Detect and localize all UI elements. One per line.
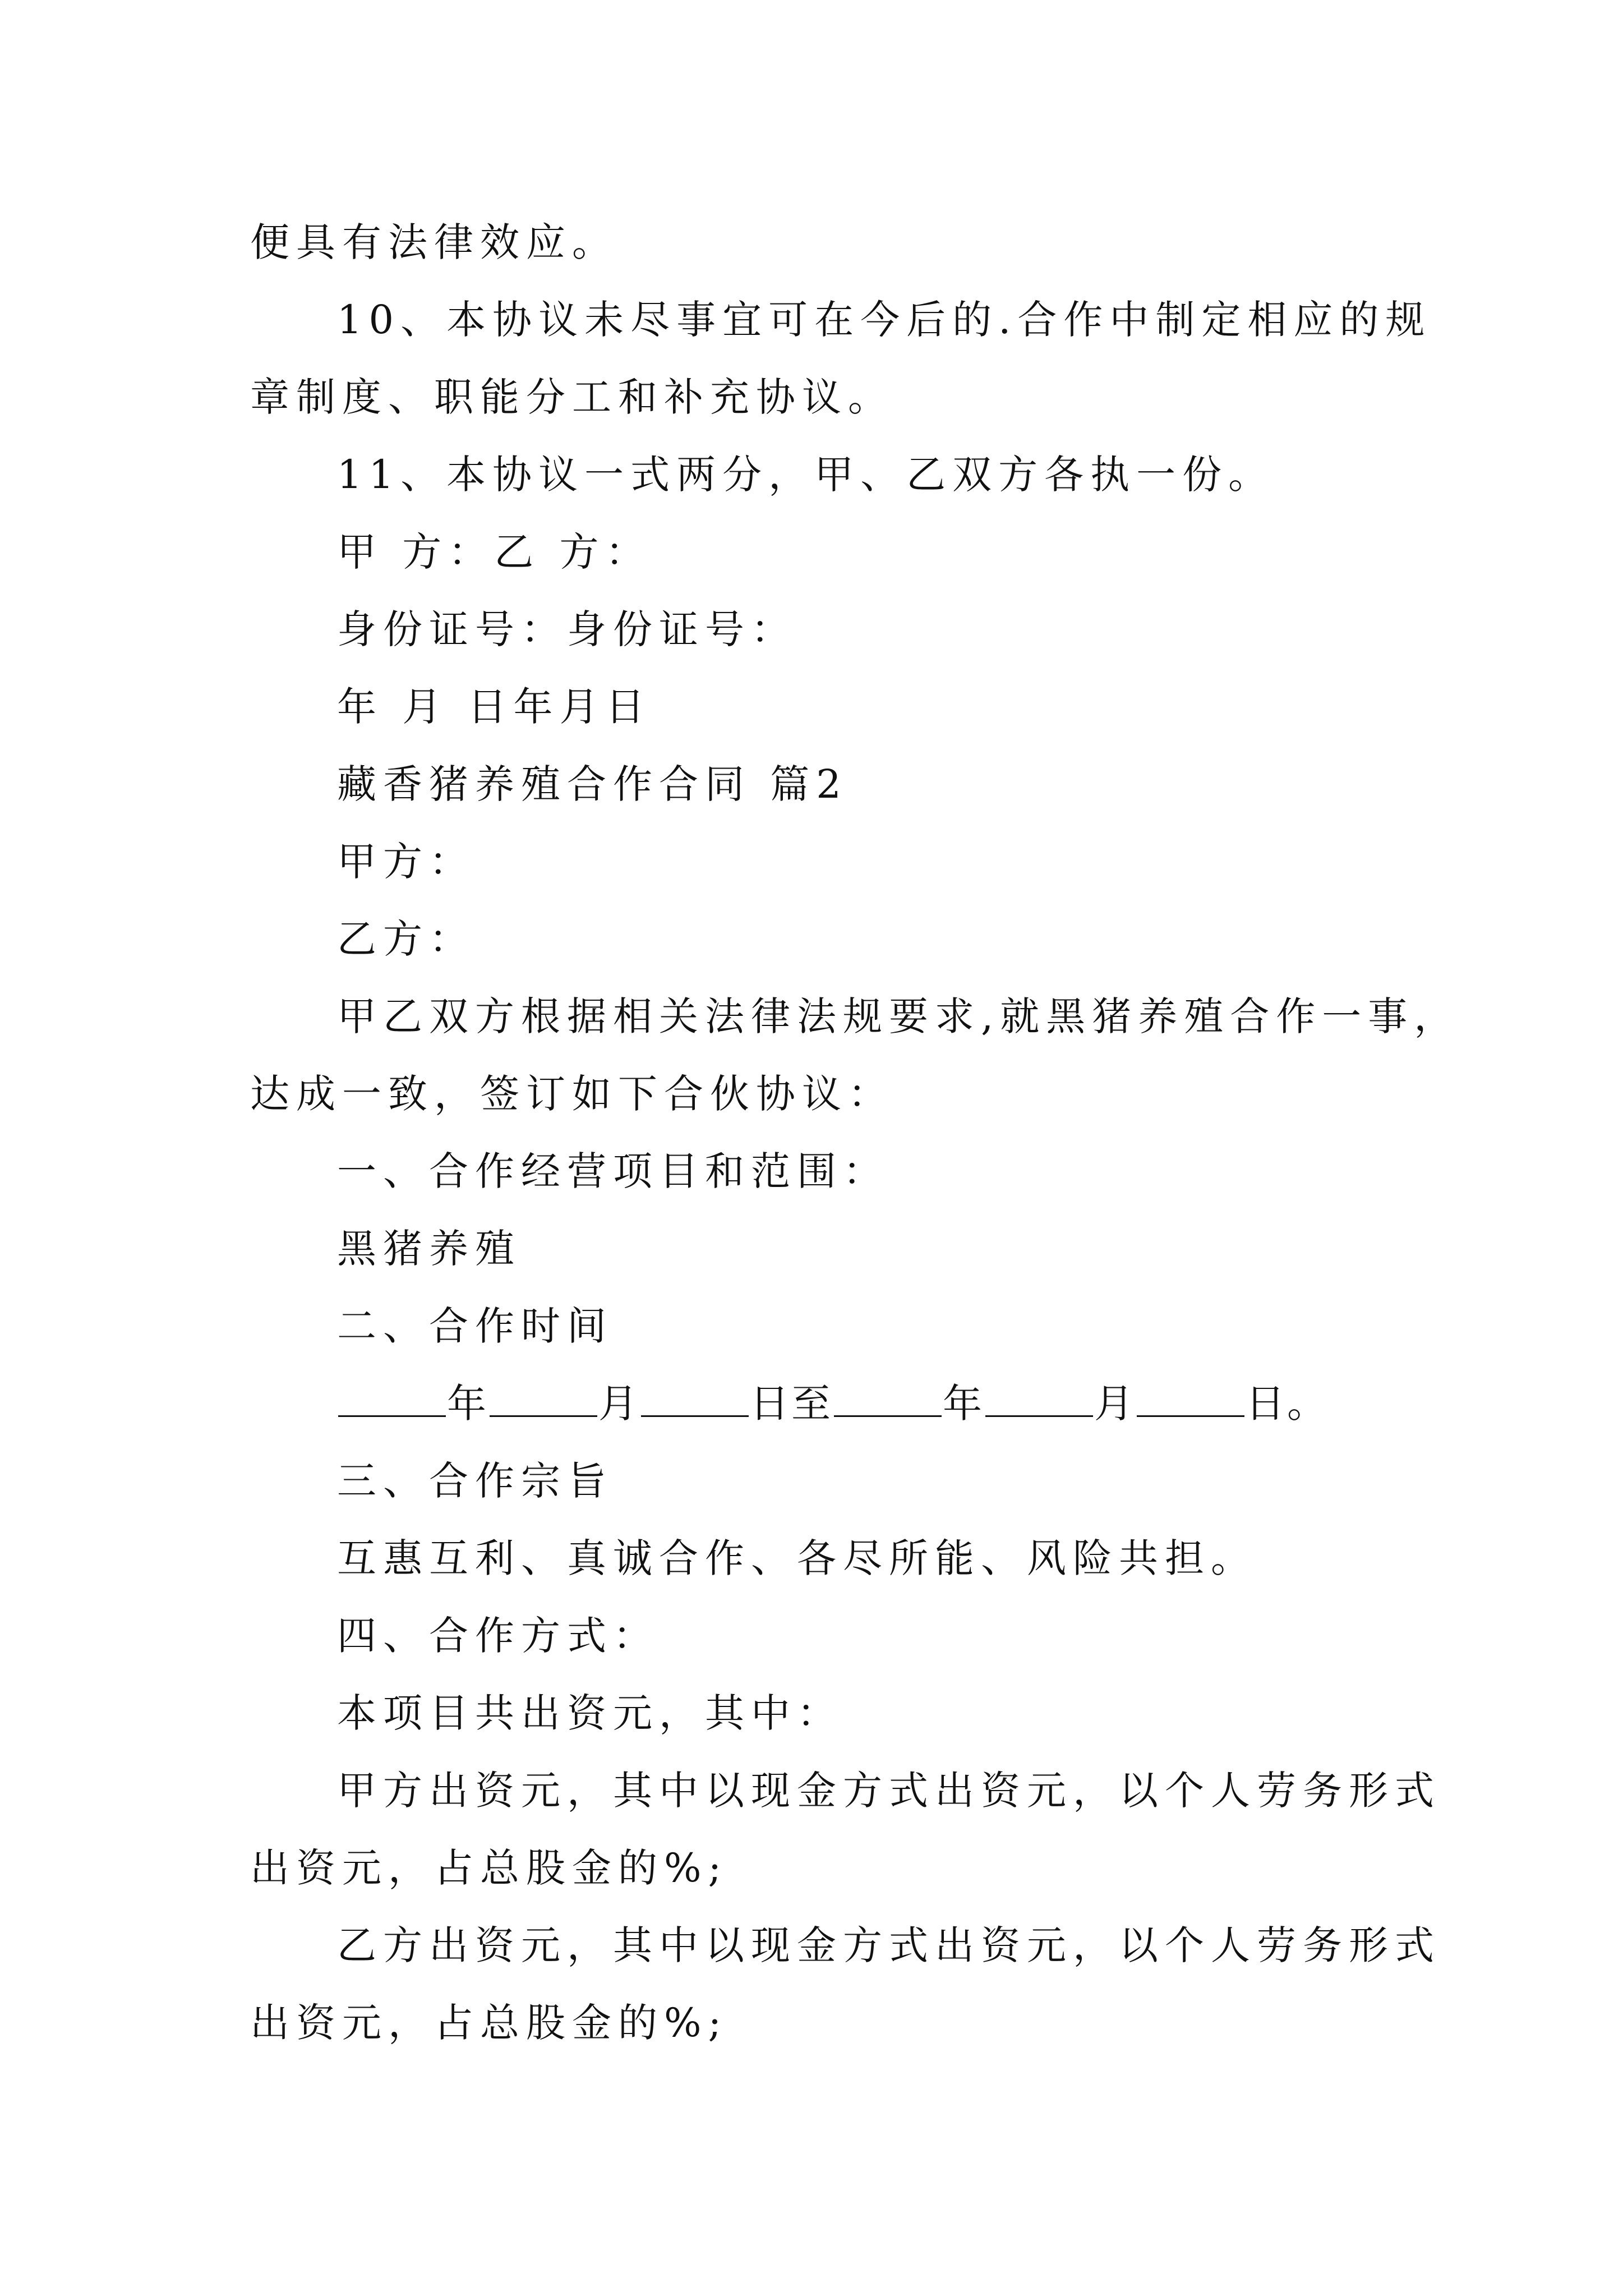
clause-heading: 三、合作宗旨 (337, 1458, 613, 1504)
date-line: 年 月 日年月日 (337, 684, 652, 730)
blank-underline (985, 1384, 1093, 1417)
text-line: 便具有法律效应。 (250, 219, 618, 265)
text-line: 甲方出资元，其中以现金方式出资元，以个人劳务形式 (337, 1768, 1441, 1814)
blank-underline (641, 1384, 749, 1417)
text-line: 出资元，占总股金的%; (250, 1845, 728, 1891)
section-heading: 藏香猪养殖合作合同 篇2 (337, 761, 848, 807)
text-line: 甲乙双方根据相关法律法规要求,就黑猪养殖合作一事， (337, 993, 1460, 1039)
text-line: 章制度、职能分工和补充协议。 (250, 374, 894, 420)
text-line: 互惠互利、真诚合作、各尽所能、风险共担。 (337, 1535, 1257, 1581)
blank-underline (1137, 1384, 1244, 1417)
id-number-line: 身份证号：身份证号： (337, 606, 797, 652)
text-line: 乙方出资元，其中以现金方式出资元，以个人劳务形式 (337, 1922, 1441, 1968)
blank-underline (490, 1384, 597, 1417)
signature-line: 甲 方：乙 方： (337, 529, 652, 575)
text-line: 黑猪养殖 (337, 1226, 521, 1272)
clause-heading: 二、合作时间 (337, 1303, 613, 1349)
party-b-label: 乙方： (337, 916, 475, 962)
text-line: 达成一致，签订如下合伙协议： (250, 1071, 894, 1117)
blank-underline (338, 1384, 446, 1417)
blank-date-line: 年 月 日至 年 月 日。 (337, 1384, 1329, 1423)
text-line: 出资元，占总股金的%; (250, 2000, 728, 2046)
text-line: 10、本协议未尽事宜可在今后的.合作中制定相应的规 (337, 297, 1432, 343)
party-a-label: 甲方： (337, 839, 475, 885)
clause-heading: 一、合作经营项目和范围： (337, 1148, 889, 1194)
blank-underline (834, 1384, 942, 1417)
text-line: 本项目共出资元，其中： (337, 1690, 843, 1736)
text-line: 11、本协议一式两分，甲、乙双方各执一份。 (337, 452, 1275, 498)
clause-heading: 四、合作方式： (337, 1613, 659, 1659)
